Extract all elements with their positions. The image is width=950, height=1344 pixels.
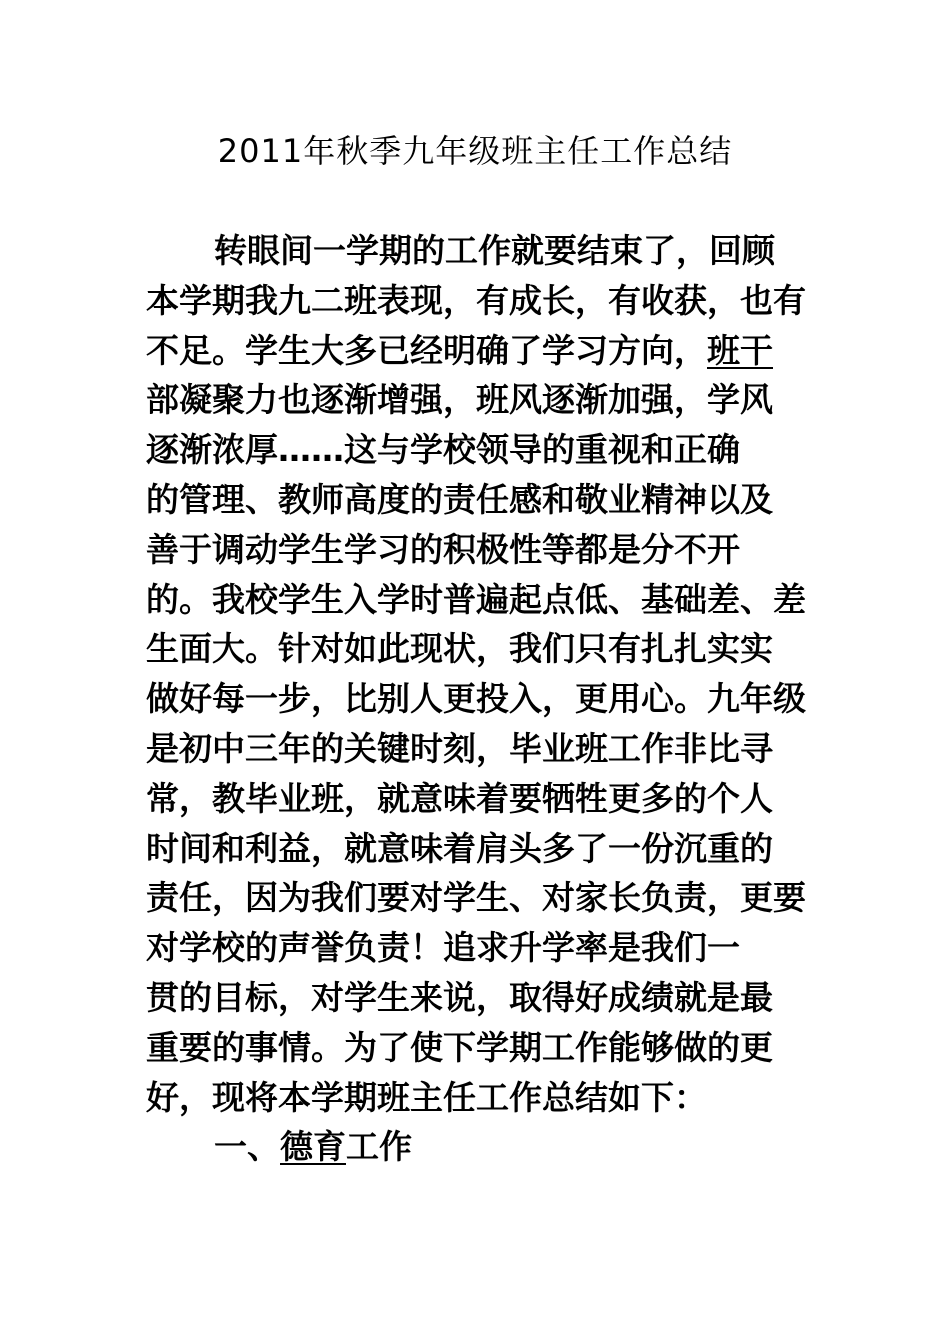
section-heading-prefix: 一、 bbox=[214, 1127, 280, 1167]
paragraph-line-16: 贯的目标，对学生来说，取得好成绩就是最 bbox=[146, 977, 773, 1017]
document-title: 2011年秋季九年级班主任工作总结 bbox=[217, 132, 733, 170]
section-heading-suffix: 工作 bbox=[346, 1127, 412, 1167]
paragraph-line-10: 做好每一步，比别人更投入，更用心。九年级 bbox=[146, 679, 806, 719]
paragraph-line-9: 生面大。针对如此现状，我们只有扎扎实实 bbox=[146, 629, 773, 669]
paragraph-line-7: 善于调动学生学习的积极性等都是分不开 bbox=[146, 529, 740, 569]
paragraph-line-5: 逐渐浓厚……这与学校领导的重视和正确 bbox=[146, 430, 740, 470]
section-heading bbox=[146, 1122, 808, 1172]
underlined-term-ban-gan: 班干 bbox=[707, 330, 773, 370]
paragraph-line-6: 的管理、教师高度的责任感和敬业精神以及 bbox=[146, 479, 773, 519]
paragraph-line-11: 是初中三年的关键时刻，毕业班工作非比寻 bbox=[146, 728, 773, 768]
section-heading-underlined: 德育 bbox=[280, 1127, 346, 1167]
paragraph-line-13: 时间和利益，就意味着肩头多了一份沉重的 bbox=[146, 828, 773, 868]
paragraph-line-4: 部凝聚力也逐渐增强，班风逐渐加强，学风 bbox=[146, 380, 773, 420]
paragraph-line-3 bbox=[146, 326, 808, 376]
paragraph-line-17: 重要的事情。为了使下学期工作能够做的更 bbox=[146, 1027, 773, 1067]
paragraph-line-1: 转眼间一学期的工作就要结束了，回顾 bbox=[214, 231, 775, 270]
paragraph-line-2: 本学期我九二班表现，有成长，有收获，也有 bbox=[146, 280, 806, 320]
paragraph-line-14: 责任，因为我们要对学生、对家长负责，更要 bbox=[146, 878, 806, 918]
paragraph-line-3-text: 不足。学生大多已经明确了学习方向， bbox=[146, 330, 707, 370]
document-body bbox=[146, 226, 808, 1172]
paragraph-line-18: 好，现将本学期班主任工作总结如下： bbox=[146, 1077, 707, 1117]
paragraph-line-12: 常，教毕业班，就意味着要牺牲更多的个人 bbox=[146, 778, 773, 818]
paragraph-line-15: 对学校的声誉负责！追求升学率是我们一 bbox=[146, 928, 740, 968]
paragraph-line-8: 的。我校学生入学时普遍起点低、基础差、差 bbox=[146, 579, 806, 619]
